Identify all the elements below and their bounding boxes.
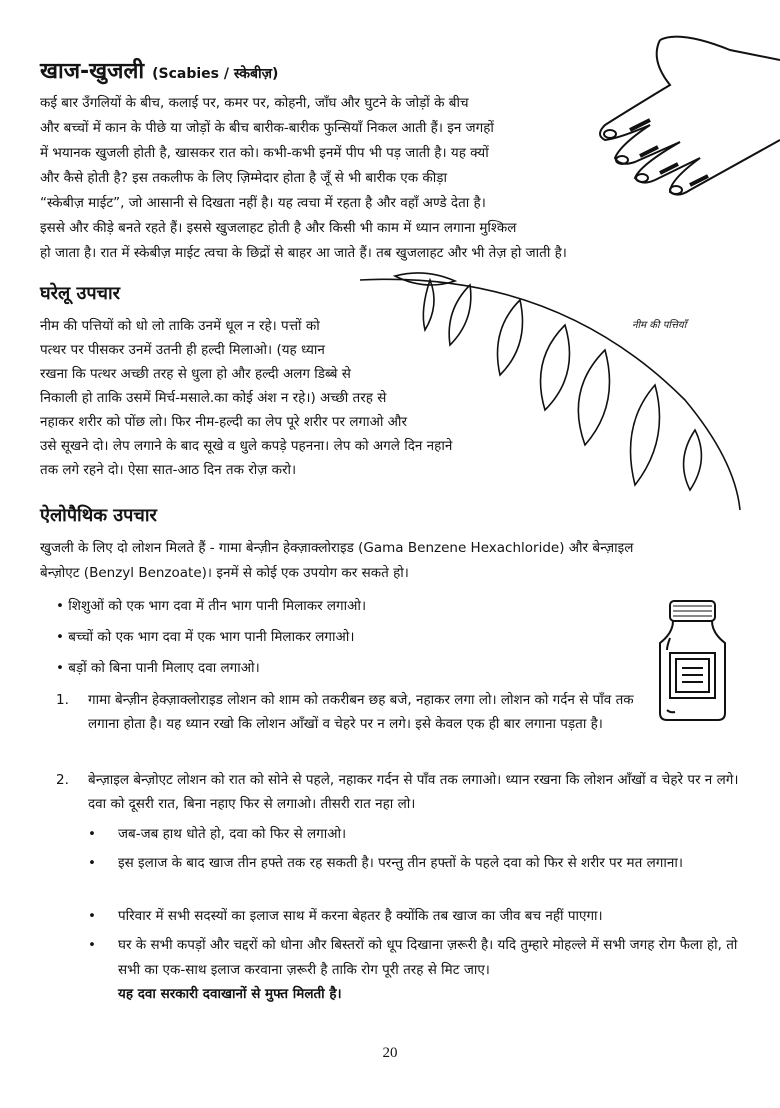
paragraph-line: नीम की पत्तियों को धो लो ताकि उनमें धूल न रहे। पत्तों को <box>40 318 320 334</box>
sub-bullet: • इस इलाज के बाद खाज तीन हफ्ते तक रह सकती है। परन्तु तीन हफ्तों के पहले दवा को फिर से शरीर पर मत लगाना। <box>88 851 748 876</box>
bullet-text: बड़ों को बिना पानी मिलाए दवा लगाओ। <box>68 660 260 676</box>
dosage-bullet: • बच्चों को एक भाग दवा में एक भाग पानी मिलाकर लगाओ। <box>56 629 355 645</box>
free-medicine-note: यह दवा सरकारी दवाखानों से मुफ्त मिलती है। <box>118 986 342 1002</box>
paragraph-line: में भयानक खुजली होती है, खासकर रात को। कभी-कभी इनमें पीप भी पड़ जाती है। यह क्यों <box>40 145 489 161</box>
allopathic-paragraph <box>40 536 633 586</box>
home-remedy-paragraph <box>40 314 452 482</box>
title-text: खाज-खुजली <box>40 59 145 84</box>
section-title-allopathic: ऐलोपैथिक उपचार <box>40 505 157 526</box>
paragraph-line: उसे सूखने दो। लेप लगाने के बाद सूखे व धुले कपड़े पहनना। लेप को अगले दिन नहाने <box>40 438 453 454</box>
title-subtitle: (Scabies / स्केबीज़) <box>152 66 279 82</box>
paragraph-line: बेन्ज़ोएट (Benzyl Benzoate)। इनमें से कोई एक उपयोग कर सकते हो। <box>40 565 409 581</box>
sub-bullet: • परिवार में सभी सदस्यों का इलाज साथ में करना बेहतर है क्योंकि तब खाज का जीव बच नहीं पाएगा। <box>88 904 748 929</box>
paragraph-line: इससे और कीड़े बनते रहते हैं। इससे खुजलाहट होती है और किसी भी काम में ध्यान लगाना मुश्किल <box>40 220 517 236</box>
section-title-home-remedy: घरेलू उपचार <box>40 283 121 304</box>
sub-bullet-text: परिवार में सभी सदस्यों का इलाज साथ में करना बेहतर है क्योंकि तब खाज का जीव बच नहीं पाएगा। <box>118 908 603 924</box>
paragraph-line: और बच्चों में कान के पीछे या जोड़ों के बीच बारीक-बारीक फुन्सियाँ निकल आती हैं। इन जगहों <box>40 120 494 136</box>
sub-bullet-text: घर के सभी कपड़ों और चद्दरों को धोना और बिस्तरों को धूप दिखाना ज़रूरी है। यदि तुम्हारे मोहल्ले में सभी जगह रोग फैला हो, तो सभी का एक-साथ इलाज करवाना ज़रूरी है ताकि रोग पूरी तरह से मिट जाए। <box>118 937 738 978</box>
bullet-text: शिशुओं को एक भाग दवा में तीन भाग पानी मिलाकर लगाओ। <box>68 598 367 614</box>
step-text: गामा बेन्ज़ीन हेक्ज़ाक्लोराइड लोशन को शाम को तकरीबन छह बजे, नहाकर लगा लो। लोशन को गर्दन से पाँव तक लगाना होता है। यह ध्यान रखो कि लोशन आँखों व चेहरे पर न लगे। इसे केवल एक ही बार लगाना पड़ता है। <box>88 692 634 732</box>
paragraph-line: और कैसे होती है? इस तकलीफ के लिए ज़िम्मेदार होता है जूँ से भी बारीक एक कीड़ा <box>40 170 448 186</box>
page-number: 20 <box>382 1045 398 1061</box>
paragraph-line: खुजली के लिए दो लोशन मिलते हैं - गामा बेन्ज़ीन हेक्ज़ाक्लोराइड (Gama Benzene Hexachloride) और बेन्ज़ाइल <box>40 540 634 556</box>
step-number: 1. <box>56 692 69 708</box>
paragraph-line: निकाली हो ताकि उसमें मिर्च-मसाले.का कोई अंश न रहे।) अच्छी तरह से <box>40 390 387 406</box>
hand-illustration <box>590 30 780 200</box>
section-title-scabies <box>40 55 278 85</box>
sub-bullet: • जब-जब हाथ धोते हो, दवा को फिर से लगाओ। <box>88 822 748 847</box>
paragraph-line: कई बार उँगलियों के बीच, कलाई पर, कमर पर, कोहनी, जाँघ और घुटने के जोड़ों के बीच <box>40 95 469 111</box>
step-1 <box>56 689 646 736</box>
paragraph-line: रखना कि पत्थर अच्छी तरह से धुला हो और हल्दी अलग डिब्बे से <box>40 366 351 382</box>
scabies-paragraph <box>40 91 567 266</box>
paragraph-line: पत्थर पर पीसकर उनमें उतनी ही हल्दी मिलाओ। (यह ध्यान <box>40 342 325 358</box>
lotion-bottle-illustration <box>655 598 730 723</box>
paragraph-line: नहाकर शरीर को पोंछ लो। फिर नीम-हल्दी का लेप पूरे शरीर पर लगाओ और <box>40 414 407 430</box>
step-2 <box>56 769 746 816</box>
neem-caption: नीम की पत्तियाँ <box>632 320 687 331</box>
sub-bullet: • घर के सभी कपड़ों और चद्दरों को धोना और बिस्तरों को धूप दिखाना ज़रूरी है। यदि तुम्हारे मोहल्ले में सभी जगह रोग फैला हो, तो सभी का एक-साथ इलाज करवाना ज़रूरी है ताकि रोग पूरी तरह से मिट जाए। यह दवा सरकारी दवाखानों से मुफ्त मिलती है। <box>88 933 748 1007</box>
sub-bullet-text: जब-जब हाथ धोते हो, दवा को फिर से लगाओ। <box>118 826 347 842</box>
paragraph-line: “स्केबीज़ माईट”, जो आसानी से दिखता नहीं है। यह त्वचा में रहता है और वहाँ अण्डे देता है। <box>40 195 486 211</box>
step-number: 2. <box>56 772 69 788</box>
sub-bullet-text: इस इलाज के बाद खाज तीन हफ्ते तक रह सकती है। परन्तु तीन हफ्तों के पहले दवा को फिर से शरीर पर मत लगाना। <box>118 855 683 871</box>
paragraph-line: हो जाता है। रात में स्केबीज़ माईट त्वचा के छिद्रों से बाहर आ जाते हैं। तब खुजलाहट और भी तेज़ हो जाती है। <box>40 245 567 261</box>
bullet-text: बच्चों को एक भाग दवा में एक भाग पानी मिलाकर लगाओ। <box>68 629 355 645</box>
step-text: बेन्ज़ाइल बेन्ज़ोएट लोशन को रात को सोने से पहले, नहाकर गर्दन से पाँव तक लगाओ। ध्यान रखना कि लोशन आँखों व चेहरे पर न लगे। दवा को दूसरी रात, बिना नहाए फिर से लगाओ। तीसरी रात नहा लो। <box>88 772 739 812</box>
paragraph-line: तक लगे रहने दो। ऐसा सात-आठ दिन तक रोज़ करो। <box>40 462 297 478</box>
dosage-bullet: • शिशुओं को एक भाग दवा में तीन भाग पानी मिलाकर लगाओ। <box>56 598 367 614</box>
dosage-bullet: • बड़ों को बिना पानी मिलाए दवा लगाओ। <box>56 660 260 676</box>
